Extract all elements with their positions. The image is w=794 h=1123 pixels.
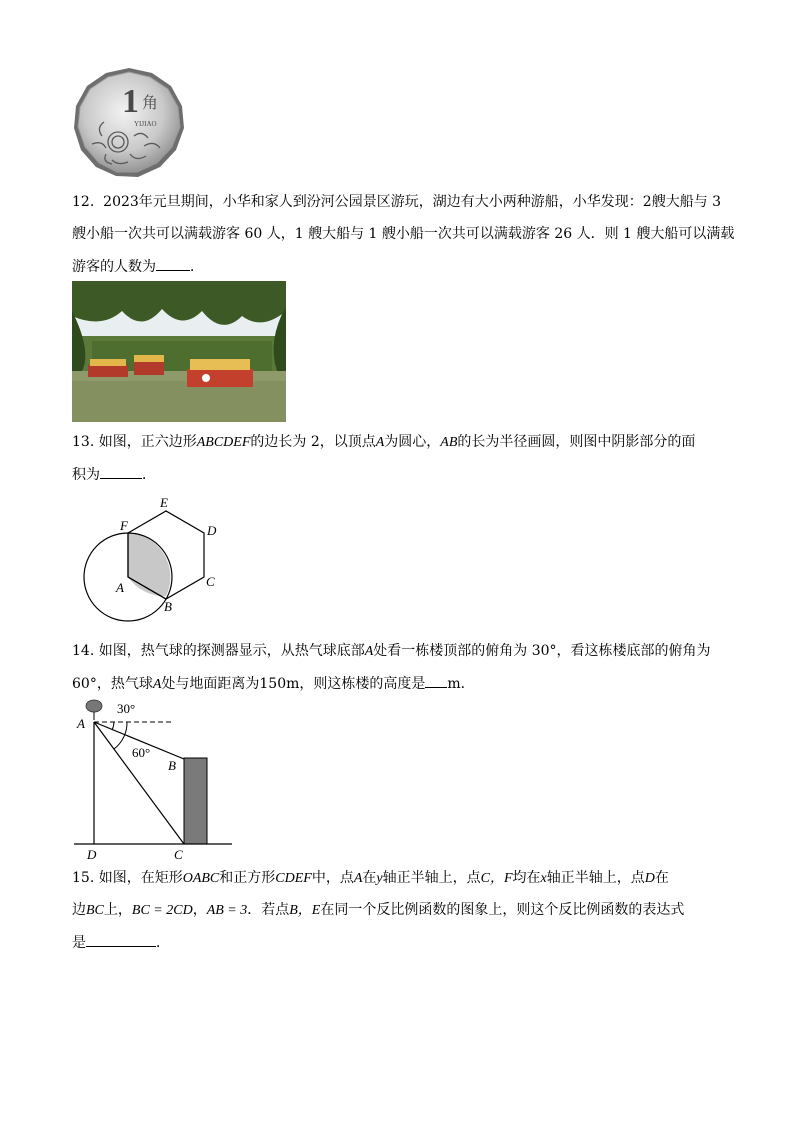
q13-var: ABCDEF <box>196 435 251 450</box>
q15-text: 中，点 <box>311 870 354 886</box>
q14-line2 <box>72 673 475 695</box>
q15-text: 如图，在矩形 <box>98 870 183 886</box>
q13-answer-blank[interactable] <box>100 464 142 479</box>
boat-icon <box>88 359 128 377</box>
label-30deg: 30° <box>117 701 136 716</box>
label-D: D <box>87 847 97 862</box>
label-D: D <box>207 523 217 538</box>
q14-text: 60°，热气球 <box>72 676 153 692</box>
q15-var: OABC <box>182 871 220 886</box>
q15-var: CDEF <box>275 871 312 886</box>
q15-text: 在 <box>362 870 377 886</box>
q14-number: 14. <box>72 643 95 659</box>
label-A: A <box>77 716 85 731</box>
boat-icon <box>134 355 164 375</box>
label-B: B <box>164 599 172 614</box>
q14-text: 处与地面距离为150m，则这栋楼的高度是 <box>161 676 426 692</box>
balloon-icon <box>86 700 102 720</box>
q15-var: C，F <box>480 871 513 886</box>
q15-text-3: 是 <box>72 935 86 951</box>
q14-unit: m． <box>447 676 475 692</box>
q15-var: BC <box>86 903 104 918</box>
q13-var: AB <box>440 435 458 450</box>
q15-line2 <box>72 900 684 921</box>
coin-pinyin: YIJIAO <box>134 120 157 128</box>
q14-line1 <box>72 641 711 662</box>
q12-text-2: 艘小船一次共可以满载游客 60 人，1 艘大船与 1 艘小船一次共可以满载游客 26 人．则 1 艘大船可以满载 <box>72 226 735 242</box>
q12-text-3: 游客的人数为 <box>72 259 156 275</box>
boat-icon <box>187 359 253 387</box>
hot-air-balloon-diagram <box>72 698 242 864</box>
q15-line3: 是 ． <box>72 932 170 953</box>
q14-text: 如图，热气球的探测器显示，从热气球底部 <box>98 643 365 659</box>
q15-text: 在同一个反比例函数的图象上，则这个反比例函数的表达式 <box>320 902 685 918</box>
q15-equation: AB = 3 <box>206 903 248 918</box>
q15-text: 均在 <box>512 870 541 886</box>
q15-text: 和正方形 <box>219 870 276 886</box>
q12-line2 <box>72 224 734 244</box>
label-B: B <box>168 758 176 773</box>
label-C: C <box>206 574 215 589</box>
q12-line3: 游客的人数为 ． <box>72 256 204 277</box>
q13-text: 的边长为 2，以顶点 <box>250 434 376 450</box>
q13-line1 <box>72 432 695 453</box>
q13-text: 的长为半径画圆，则图中阴影部分的面 <box>457 434 696 450</box>
coin-image <box>72 66 186 180</box>
q13-text-2: 积为 <box>72 467 100 483</box>
q15-text: 上， <box>103 902 132 918</box>
q13-number: 13. <box>72 434 95 450</box>
q15-text: ， <box>192 902 207 918</box>
q15-var: D <box>644 871 655 886</box>
q15-answer-blank[interactable] <box>86 932 156 947</box>
q15-number: 15. <box>72 870 95 886</box>
q15-text: 轴正半轴上，点 <box>382 870 481 886</box>
q15-var: B，E <box>289 903 321 918</box>
q15-var: x <box>540 871 547 886</box>
q14-answer-blank[interactable] <box>425 673 447 688</box>
q15-text: ．若点 <box>247 902 290 918</box>
q13-text: 如图，正六边形 <box>98 434 197 450</box>
q15-text: 在 <box>654 870 669 886</box>
coin-denomination: 角 <box>142 95 159 112</box>
q15-equation: BC = 2CD <box>131 903 193 918</box>
label-E: E <box>160 495 168 510</box>
q13-text: 为圆心， <box>384 434 441 450</box>
q13-line2: 积为 ． <box>72 464 156 485</box>
q12-text-1: 2023年元旦期间，小华和家人到汾河公园景区游玩，湖边有大小两种游船，小华发现：2艘大船与 3 <box>103 194 722 210</box>
q12-number: 12. <box>72 194 95 210</box>
hexagon-circle-diagram <box>76 492 226 622</box>
q15-var: A <box>353 871 363 886</box>
q15-text: 边 <box>72 902 86 918</box>
q12-answer-blank[interactable] <box>156 256 190 271</box>
q15-line1 <box>72 868 669 889</box>
q12-line1 <box>72 192 721 212</box>
q15-text: 轴正半轴上，点 <box>546 870 645 886</box>
lake-boats-photo <box>72 281 286 422</box>
label-F: F <box>120 518 128 533</box>
q13-var: A <box>375 435 385 450</box>
q14-var: A <box>364 644 374 659</box>
q15-var: y <box>376 871 383 886</box>
label-60deg: 60° <box>132 745 151 760</box>
label-A: A <box>116 580 124 595</box>
coin-numeral: 1 <box>122 83 139 120</box>
q14-text: 处看一栋楼顶部的俯角为 30°，看这栋楼底部的俯角为 <box>373 643 711 659</box>
label-C: C <box>174 847 183 862</box>
q14-var: A <box>152 677 162 692</box>
